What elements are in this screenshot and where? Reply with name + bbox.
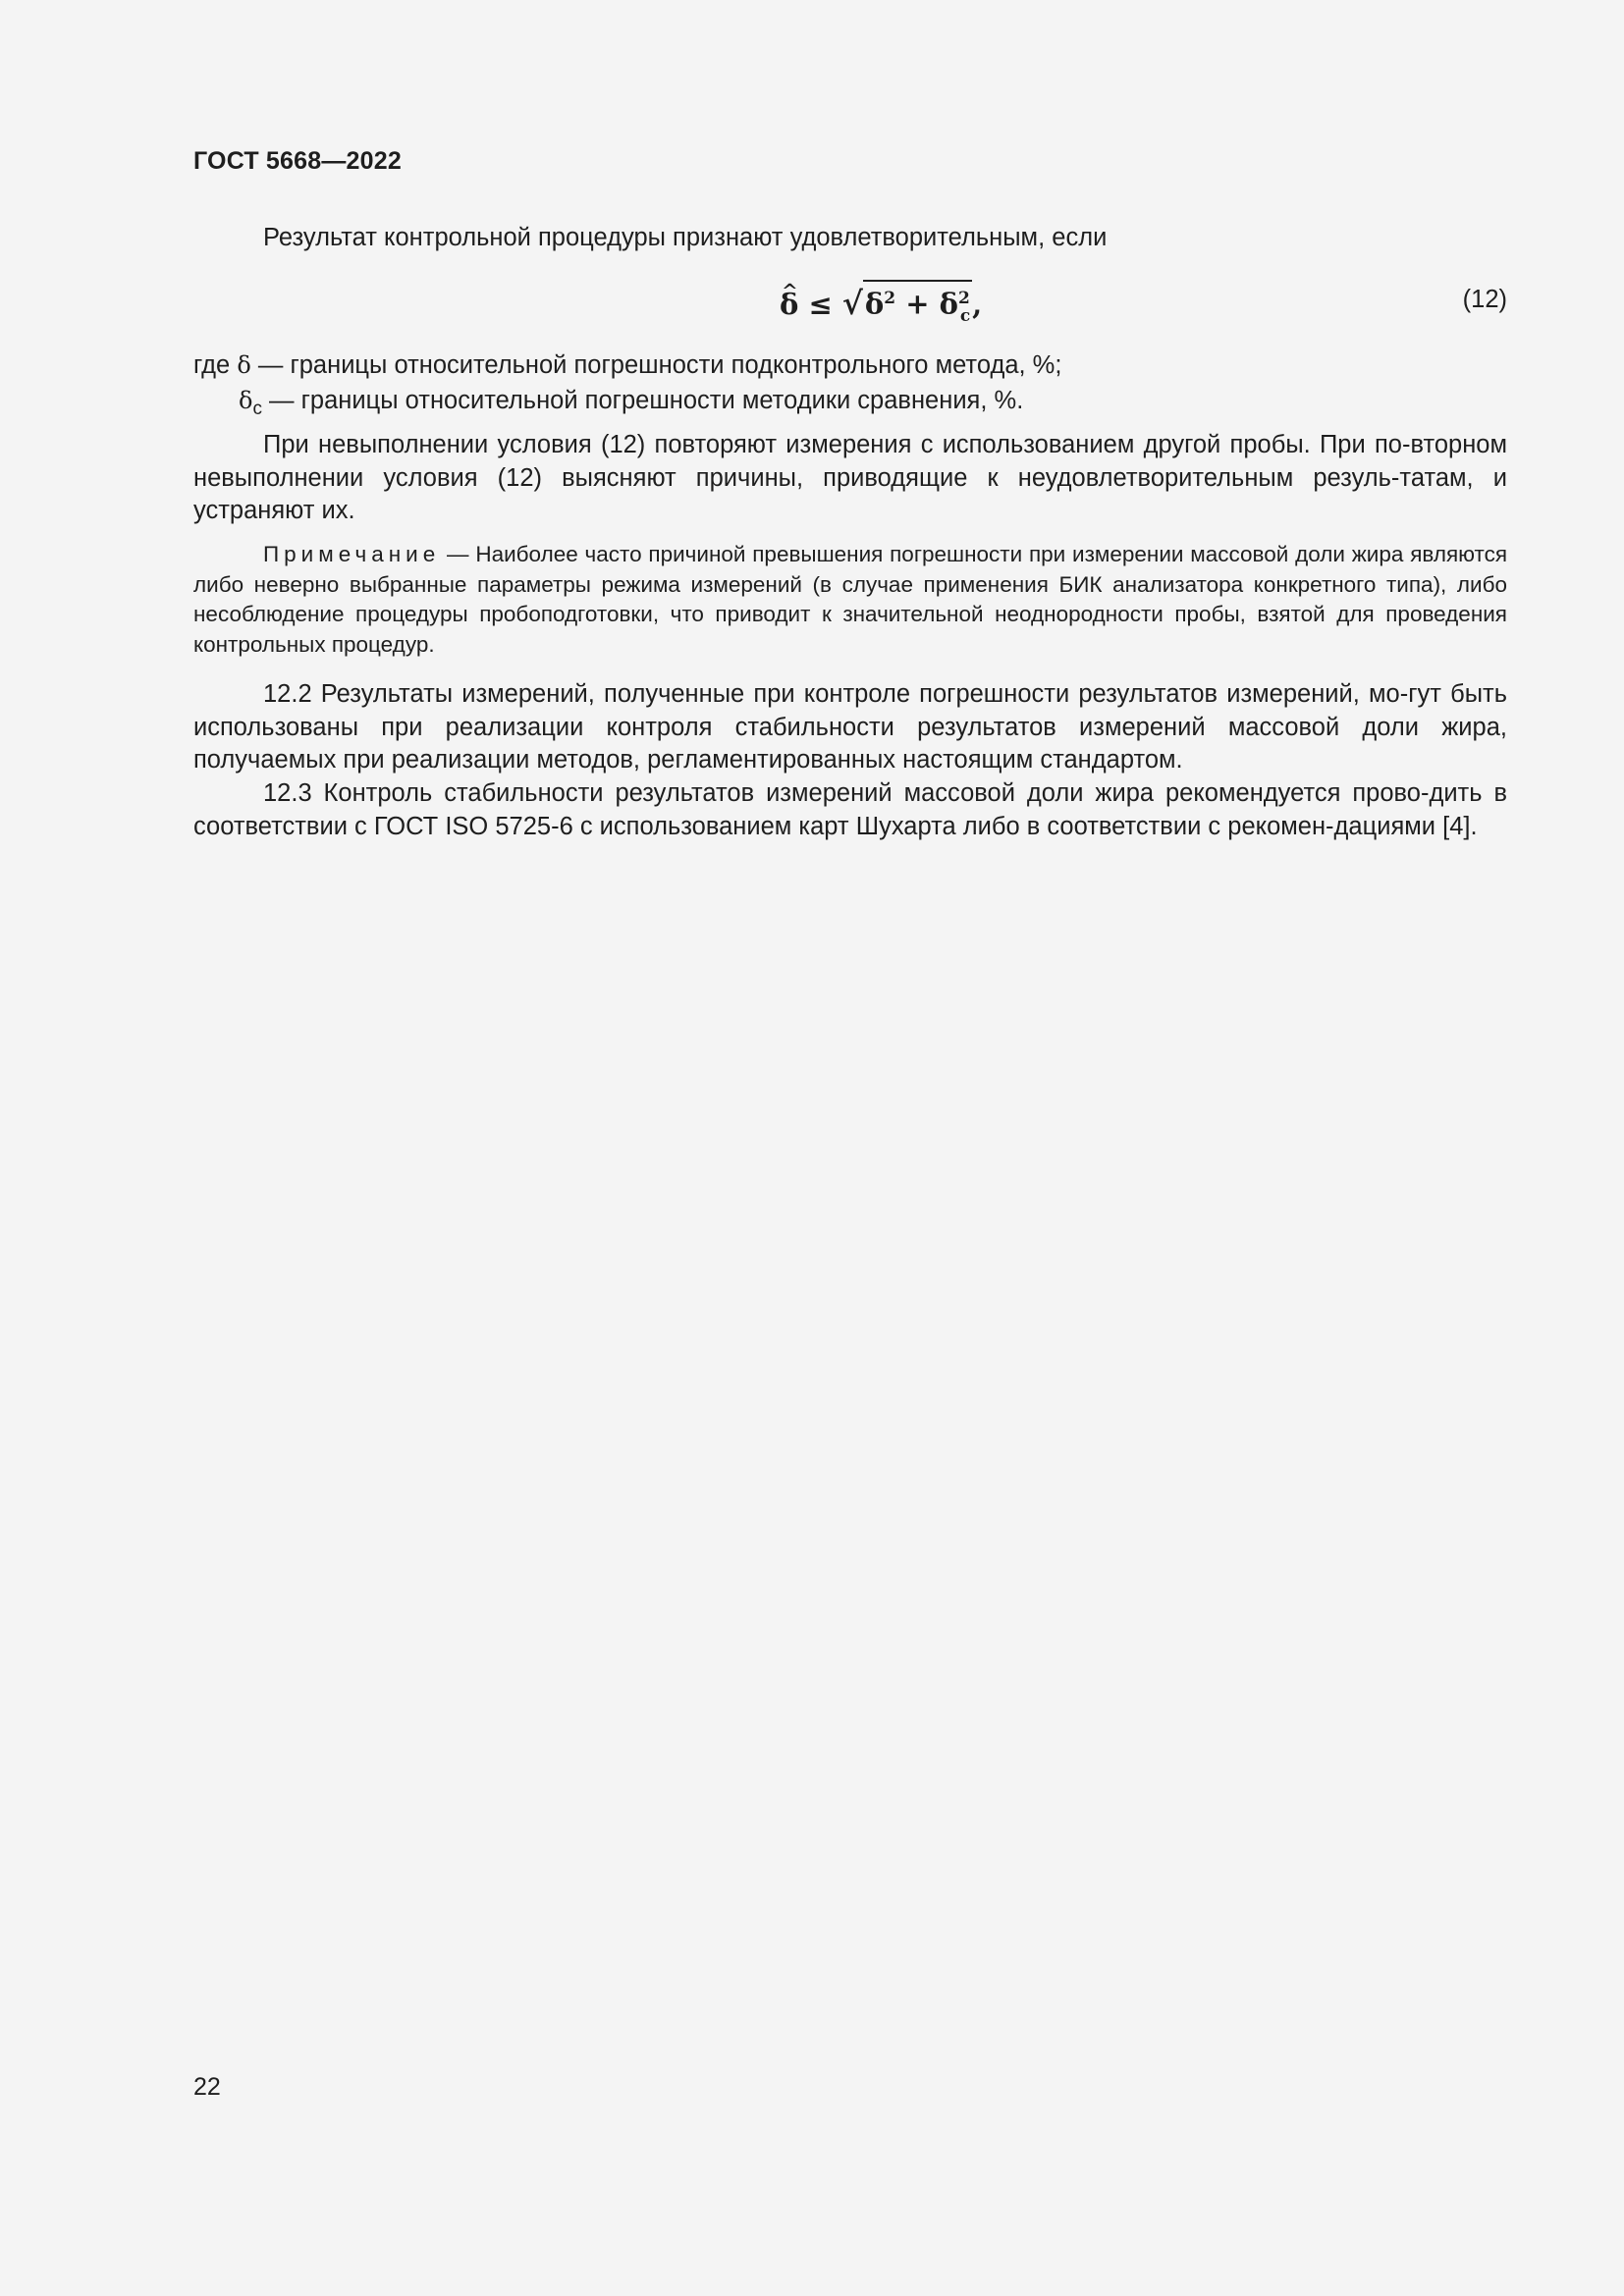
where-line-2 — [239, 385, 1023, 425]
section-12-2-text: 12.2 Результаты измерений, полученные при контроле погрешности результатов измерений, мо-гут быть использованы при реализации контроля стабильности результатов измерений массовой доли жира, получаемых при реализации методов, регламентированных настоящим стандартом. — [193, 680, 1507, 774]
delta-c-symbol: δ — [939, 288, 958, 321]
intro-paragraph — [193, 222, 1507, 255]
delta-symbol: δ — [237, 351, 251, 379]
intro-text: Результат контрольной процедуры признают удовлетворительным, если — [263, 224, 1108, 251]
plus-symbol: + — [905, 288, 930, 321]
note-block — [193, 540, 1507, 660]
page-number: 22 — [193, 2073, 221, 2101]
leq-symbol: ≤ — [808, 288, 833, 321]
repeat-paragraph — [193, 429, 1507, 528]
section-12-3 — [193, 777, 1507, 843]
comma: , — [972, 288, 983, 321]
section-12-2 — [193, 678, 1507, 777]
repeat-text: При невыполнении условия (12) повторяют измерения с использованием другой пробы. При по-вторном невыполнении условия (12) выясняют причины, приводящие к неудовлетворительным резуль-татам, и устраняют их. — [193, 431, 1507, 524]
note-text: Наиболее часто причиной превышения погрешности при измерении массовой доли жира являются либо неверно выбранные параметры режима измерений (в случае применения БИК анализатора конкретного типа), либо несоблюдение процедуры пробоподготовки, что приводит к значительной неоднородности пробы, взятой для проведения контрольных процедур. — [193, 542, 1507, 657]
delta-hat-symbol: ^ δ — [780, 279, 798, 330]
note-label: Примечание — [263, 542, 441, 566]
delta-c-symbol: δ — [239, 387, 253, 414]
exponent: 2 — [957, 289, 970, 309]
radicand — [863, 280, 972, 332]
exponent: 2 — [884, 289, 896, 309]
note-paragraph — [193, 540, 1507, 660]
where-definition-1: — границы относительной погрешности подконтрольного метода, %; — [257, 351, 1062, 379]
section-12-3-text: 12.3 Контроль стабильности результатов измерений массовой доли жира рекомендуется прово-дить в соответствии с ГОСТ ISO 5725-6 с использованием карт Шухарта либо в соответствии с рекомен-дациями [4]. — [193, 779, 1507, 840]
note-dash: — — [440, 542, 476, 566]
sqrt-sign: √ — [841, 285, 863, 322]
subscript: с — [959, 305, 971, 326]
document-header: ГОСТ 5668—2022 — [193, 147, 402, 175]
where-line-1 — [193, 349, 1061, 382]
where-definition-2: — границы относительной погрешности методики сравнения, %. — [269, 387, 1024, 414]
where-lead: где — [193, 351, 231, 379]
subscript: c — [252, 399, 262, 420]
formula-12 — [780, 278, 982, 333]
formula-row — [193, 278, 1507, 329]
delta-symbol: δ — [864, 288, 885, 321]
equation-number: (12) — [1462, 286, 1507, 313]
